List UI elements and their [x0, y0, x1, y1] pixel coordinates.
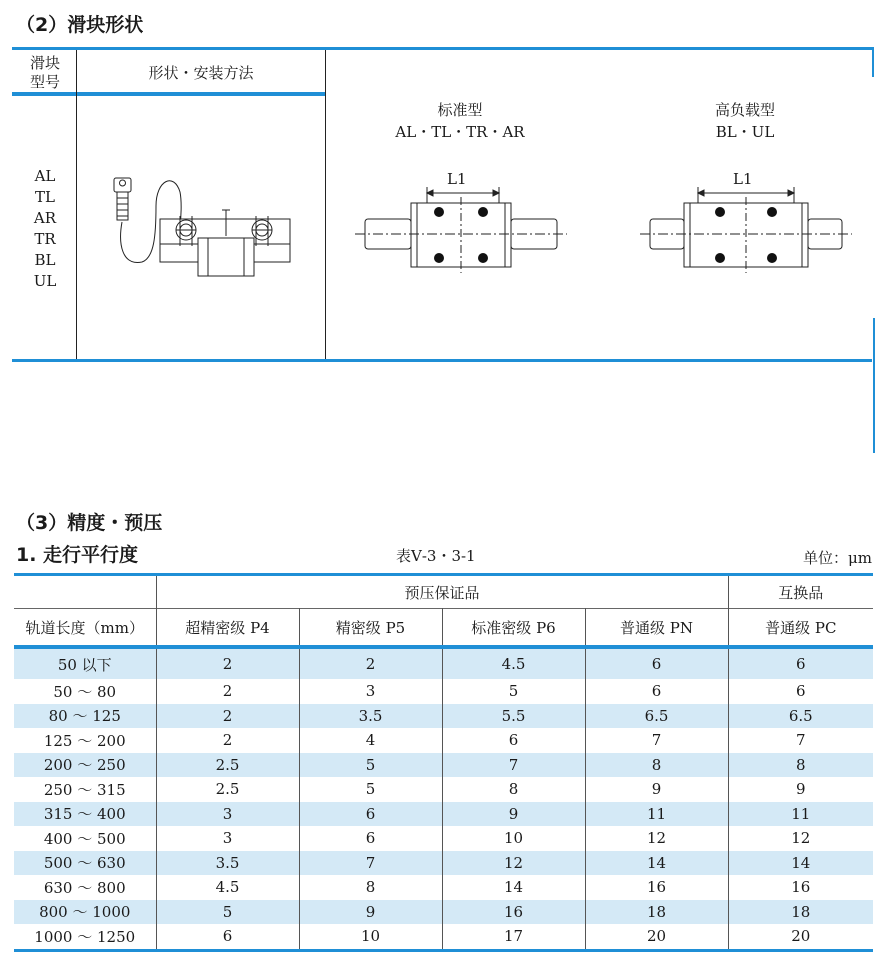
row-value: 10 [299, 924, 442, 950]
row-value: 6.5 [585, 704, 728, 729]
row-value: 3 [299, 679, 442, 704]
row-rail-length: 315 ～ 400 [14, 802, 156, 827]
row-value: 6 [442, 728, 585, 753]
table-column-header-row [14, 609, 873, 648]
row-value: 3 [156, 802, 299, 827]
standard-type-models: AL・TL・TR・AR [395, 123, 525, 141]
row-value: 9 [299, 900, 442, 925]
row-value: 8 [585, 753, 728, 778]
section-2-right-edge-lower [873, 318, 875, 453]
section-2-right-edge [872, 47, 874, 77]
row-value: 4 [299, 728, 442, 753]
row-value: 10 [442, 826, 585, 851]
row-value: 2 [156, 704, 299, 729]
heavy-type-title: 高负载型 [714, 101, 775, 119]
group-empty-cell [14, 575, 156, 609]
col-p4: 超精密级 P4 [156, 609, 299, 648]
row-value: 9 [442, 802, 585, 827]
model-header-line-2: 型号 [29, 73, 60, 91]
table-row [14, 777, 873, 802]
row-value: 20 [585, 924, 728, 950]
row-rail-length: 500 ～ 630 [14, 851, 156, 876]
model-ar: AR [33, 209, 57, 227]
row-value: 6 [299, 802, 442, 827]
section-2-header-rule [12, 92, 325, 96]
model-header [14, 54, 76, 92]
row-value: 2 [156, 728, 299, 753]
row-value: 5 [156, 900, 299, 925]
row-value: 7 [442, 753, 585, 778]
row-value: 6.5 [728, 704, 873, 729]
row-rail-length: 800 ～ 1000 [14, 900, 156, 925]
row-value: 16 [585, 875, 728, 900]
heavy-slider-drawing [640, 185, 852, 275]
row-value: 18 [585, 900, 728, 925]
standard-slider-drawing [355, 185, 567, 275]
row-rail-length: 50 以下 [14, 647, 156, 679]
row-value: 12 [442, 851, 585, 876]
row-value: 6 [585, 647, 728, 679]
table-row [14, 924, 873, 950]
table-row [14, 851, 873, 876]
row-value: 6 [728, 647, 873, 679]
row-value: 9 [728, 777, 873, 802]
row-value: 12 [728, 826, 873, 851]
row-value: 3.5 [299, 704, 442, 729]
row-value: 2 [156, 679, 299, 704]
model-tr: TR [34, 230, 56, 248]
row-value: 16 [728, 875, 873, 900]
table-row [14, 753, 873, 778]
unit-label: 单位：μm [803, 549, 872, 567]
model-al: AL [34, 167, 56, 185]
model-tl: TL [35, 188, 55, 206]
table-row [14, 679, 873, 704]
row-rail-length: 1000 ～ 1250 [34, 927, 136, 946]
row-value: 5 [442, 679, 585, 704]
row-value: 6 [728, 679, 873, 704]
standard-dim-label: L1 [447, 170, 467, 188]
section-2-divider-2 [325, 50, 326, 359]
model-bl: BL [34, 251, 56, 269]
group-preload: 预压保证品 [156, 575, 728, 609]
row-rail-length: 125 ～ 200 [43, 731, 126, 750]
row-value: 2 [299, 647, 442, 679]
row-value: 8 [299, 875, 442, 900]
section-2-top-rule [12, 47, 872, 50]
row-value: 2.5 [156, 777, 299, 802]
row-value: 7 [585, 728, 728, 753]
row-rail-length: 50 ～ 80 [53, 682, 117, 701]
col-pc: 普通级 PC [728, 609, 873, 648]
heavy-dim-label: L1 [733, 170, 753, 188]
section-2-divider-1 [76, 50, 77, 359]
row-value: 11 [585, 802, 728, 827]
row-value: 2.5 [156, 753, 299, 778]
row-value: 18 [728, 900, 873, 925]
row-value: 7 [728, 728, 873, 753]
standard-type-title: 标准型 [437, 101, 483, 119]
row-value: 8 [442, 777, 585, 802]
table-group-header-row [14, 575, 873, 609]
row-value: 12 [585, 826, 728, 851]
table-row [14, 704, 873, 729]
row-value: 9 [585, 777, 728, 802]
row-rail-length: 630 ～ 800 [43, 878, 126, 897]
section-3-title: （3）精度・预压 [16, 512, 163, 534]
table-row [14, 802, 873, 827]
row-value: 14 [585, 851, 728, 876]
group-interchange: 互换品 [728, 575, 873, 609]
row-value: 11 [728, 802, 873, 827]
row-value: 6 [585, 679, 728, 704]
row-value: 5.5 [442, 704, 585, 729]
row-value: 20 [728, 924, 873, 950]
table-row [14, 900, 873, 925]
shape-header: 形状・安装方法 [148, 64, 254, 82]
accuracy-table [14, 573, 873, 952]
row-value: 6 [299, 826, 442, 851]
table-row [14, 647, 873, 679]
row-value: 7 [299, 851, 442, 876]
table-row [14, 875, 873, 900]
row-value: 8 [728, 753, 873, 778]
row-value: 14 [728, 851, 873, 876]
model-ul: UL [33, 272, 57, 290]
row-value: 3 [156, 826, 299, 851]
row-rail-length: 400 ～ 500 [43, 829, 126, 848]
row-value: 5 [299, 753, 442, 778]
row-value: 16 [442, 900, 585, 925]
table-row [14, 826, 873, 851]
section-2-title: （2）滑块形状 [16, 14, 144, 36]
row-value: 4.5 [156, 875, 299, 900]
model-header-line-1: 滑块 [29, 54, 60, 72]
row-rail-length: 200 ～ 250 [14, 753, 156, 778]
heavy-type-models: BL・UL [715, 123, 775, 141]
row-rail-length: 250 ～ 315 [43, 780, 126, 799]
row-value: 5 [299, 777, 442, 802]
model-list [14, 166, 76, 292]
col-pn: 普通级 PN [585, 609, 728, 648]
row-value: 3.5 [156, 851, 299, 876]
mounting-illustration [104, 166, 300, 280]
section-2-bottom-rule [12, 359, 872, 362]
section-3-subtitle: 1. 走行平行度 [16, 544, 139, 566]
col-p6: 标准密级 P6 [442, 609, 585, 648]
col-p5: 精密级 P5 [299, 609, 442, 648]
row-rail-length: 80 ～ 125 [14, 704, 156, 729]
row-value: 6 [156, 924, 299, 950]
col-rail-length: 轨道长度（mm） [25, 618, 144, 637]
row-value: 4.5 [442, 647, 585, 679]
row-value: 2 [156, 647, 299, 679]
table-row [14, 728, 873, 753]
table-number: 表Ⅴ-3・3-1 [396, 547, 476, 565]
row-value: 14 [442, 875, 585, 900]
row-value: 17 [442, 924, 585, 950]
accuracy-table-body [14, 647, 873, 950]
